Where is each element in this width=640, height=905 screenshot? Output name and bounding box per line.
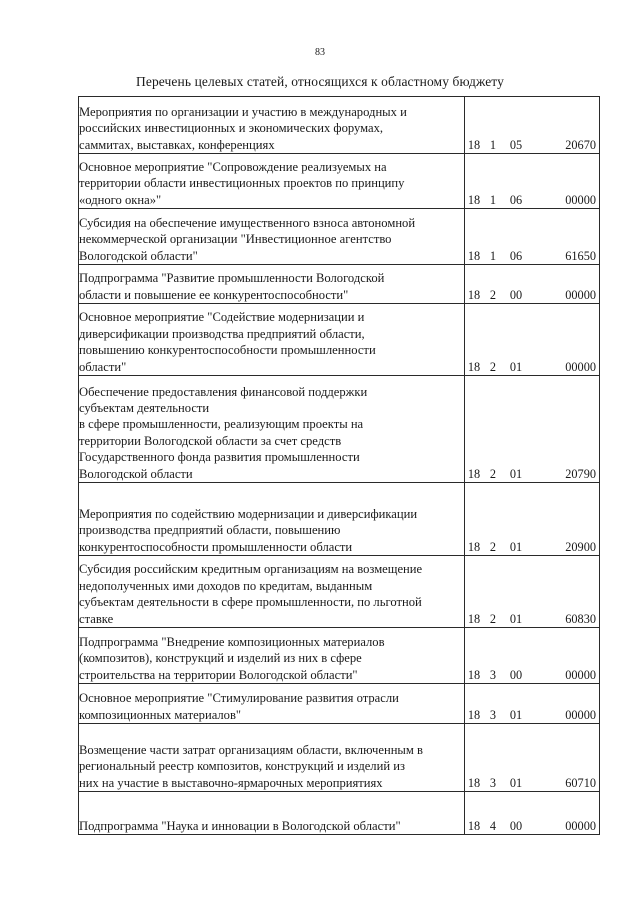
code-subprogram: 2 (489, 359, 497, 374)
table-row (79, 265, 600, 304)
article-code (465, 97, 600, 154)
code-program: 18 (467, 707, 481, 722)
description-line: Вологодской области (79, 466, 193, 481)
description-line: субъектам деятельности (79, 400, 210, 415)
code-subprogram: 2 (489, 287, 497, 302)
code-program: 18 (467, 287, 481, 302)
code-activity: 01 (509, 539, 523, 554)
code-activity: 05 (509, 137, 523, 152)
description-line: повышению конкурентоспособности промышленности (79, 343, 376, 358)
description-line: территории Вологодской области за счет средств (79, 433, 342, 448)
code-subprogram: 3 (489, 707, 497, 722)
table-row (79, 376, 600, 483)
code-activity: 00 (509, 818, 523, 833)
code-program: 18 (467, 611, 481, 626)
description-line: Подпрограмма "Внедрение композиционных материалов (79, 634, 385, 649)
code-program: 18 (467, 137, 481, 152)
code-direction: 20670 (565, 137, 596, 152)
code-program: 18 (467, 466, 481, 481)
description-line: некоммерческой организации "Инвестиционное агентство (79, 232, 392, 247)
description-line: (композитов), конструкций и изделий из них в сфере (79, 651, 362, 666)
article-code (465, 265, 600, 304)
article-description (79, 684, 465, 724)
code-activity: 01 (509, 707, 523, 722)
code-program: 18 (467, 775, 481, 790)
article-description (79, 265, 465, 304)
description-line: недополученных ими доходов по кредитам, выданным (79, 578, 373, 593)
description-line: конкурентоспособности промышленности области (79, 539, 353, 554)
code-subprogram: 2 (489, 539, 497, 554)
table-row (79, 792, 600, 835)
article-description (79, 556, 465, 628)
article-code (465, 628, 600, 684)
code-program: 18 (467, 818, 481, 833)
article-description (79, 628, 465, 684)
description-line: строительства на территории Вологодской области" (79, 667, 358, 682)
description-line: Мероприятия по содействию модернизации и диверсификации (79, 506, 418, 521)
code-direction: 00000 (565, 287, 596, 302)
code-activity: 01 (509, 359, 523, 374)
article-description (79, 376, 465, 483)
code-direction: 00000 (565, 667, 596, 682)
description-line: композиционных материалов" (79, 707, 242, 722)
code-subprogram: 1 (489, 137, 497, 152)
description-line: Субсидия на обеспечение имущественного взноса автономной (79, 215, 416, 230)
table-row (79, 209, 600, 265)
code-direction: 00000 (565, 359, 596, 374)
code-direction: 61650 (565, 248, 596, 263)
table-row (79, 483, 600, 556)
description-line: субъектам деятельности в сфере промышленности, по льготной (79, 595, 422, 610)
code-direction: 60830 (565, 611, 596, 626)
description-line: Основное мероприятие "Стимулирование развития отрасли (79, 691, 399, 706)
article-code (465, 376, 600, 483)
code-subprogram: 2 (489, 466, 497, 481)
code-subprogram: 2 (489, 611, 497, 626)
table-row (79, 724, 600, 792)
description-line: ставке (79, 611, 114, 626)
code-direction: 00000 (565, 707, 596, 722)
code-activity: 01 (509, 466, 523, 481)
article-description (79, 304, 465, 376)
article-description (79, 724, 465, 792)
description-line: Основное мероприятие "Содействие модернизации и (79, 310, 365, 325)
description-line: диверсификации производства предприятий области, (79, 326, 365, 341)
budget-articles-table (78, 96, 600, 835)
page-number: 83 (315, 47, 325, 58)
article-code (465, 304, 600, 376)
table-row (79, 684, 600, 724)
description-line: «одного окна»" (79, 192, 162, 207)
table-row (79, 154, 600, 209)
code-program: 18 (467, 192, 481, 207)
description-line: Подпрограмма "Наука и инновации в Вологодской области" (79, 818, 401, 833)
description-line: Основное мероприятие "Сопровождение реализуемых на (79, 159, 387, 174)
description-line: Вологодской области" (79, 248, 198, 263)
code-activity: 01 (509, 611, 523, 626)
description-line: области и повышение ее конкурентоспособности" (79, 287, 349, 302)
code-program: 18 (467, 359, 481, 374)
article-description (79, 97, 465, 154)
description-line: региональный реестр композитов, конструкций и изделий из (79, 759, 405, 774)
document-title: Перечень целевых статей, относящихся к областному бюджету (136, 74, 504, 89)
article-description (79, 154, 465, 209)
description-line: Обеспечение предоставления финансовой поддержки (79, 384, 368, 399)
description-line: области" (79, 359, 127, 374)
code-subprogram: 3 (489, 667, 497, 682)
article-description (79, 483, 465, 556)
article-code (465, 209, 600, 265)
description-line: Возмещение части затрат организациям области, включенным в (79, 743, 423, 757)
description-line: производства предприятий области, повышению (79, 523, 341, 538)
description-line: Мероприятия по организации и участию в международных и (79, 104, 407, 119)
table-row (79, 97, 600, 154)
code-direction: 00000 (565, 818, 596, 833)
code-direction: 20790 (565, 466, 596, 481)
description-line: в сфере промышленности, реализующим проекты на (79, 417, 364, 432)
code-program: 18 (467, 248, 481, 263)
code-direction: 00000 (565, 192, 596, 207)
description-line: российских инвестиционных и экономических форумах, (79, 121, 384, 136)
code-subprogram: 1 (489, 248, 497, 263)
code-direction: 20900 (565, 539, 596, 554)
description-line: Государственного фонда развития промышленности (79, 450, 360, 465)
article-code (465, 483, 600, 556)
table-row (79, 556, 600, 628)
code-subprogram: 3 (489, 775, 497, 790)
article-code (465, 792, 600, 835)
code-program: 18 (467, 539, 481, 554)
code-activity: 06 (509, 192, 523, 207)
article-code (465, 684, 600, 724)
code-activity: 01 (509, 775, 523, 790)
code-activity: 00 (509, 667, 523, 682)
description-line: них на участие в выставочно-ярмарочных мероприятиях (79, 775, 383, 790)
article-code (465, 154, 600, 209)
description-line: Субсидия российским кредитным организациям на возмещение (79, 562, 423, 577)
code-direction: 60710 (565, 775, 596, 790)
code-subprogram: 4 (489, 818, 497, 833)
table-row (79, 304, 600, 376)
code-program: 18 (467, 667, 481, 682)
article-description (79, 792, 465, 835)
code-activity: 06 (509, 248, 523, 263)
description-line: Подпрограмма "Развитие промышленности Вологодской (79, 271, 385, 286)
table-row (79, 628, 600, 684)
article-description (79, 209, 465, 265)
code-subprogram: 1 (489, 192, 497, 207)
article-code (465, 724, 600, 792)
code-activity: 00 (509, 287, 523, 302)
article-code (465, 556, 600, 628)
description-line: саммитах, выставках, конференциях (79, 137, 275, 152)
description-line: территории области инвестиционных проектов по принципу (79, 176, 405, 191)
